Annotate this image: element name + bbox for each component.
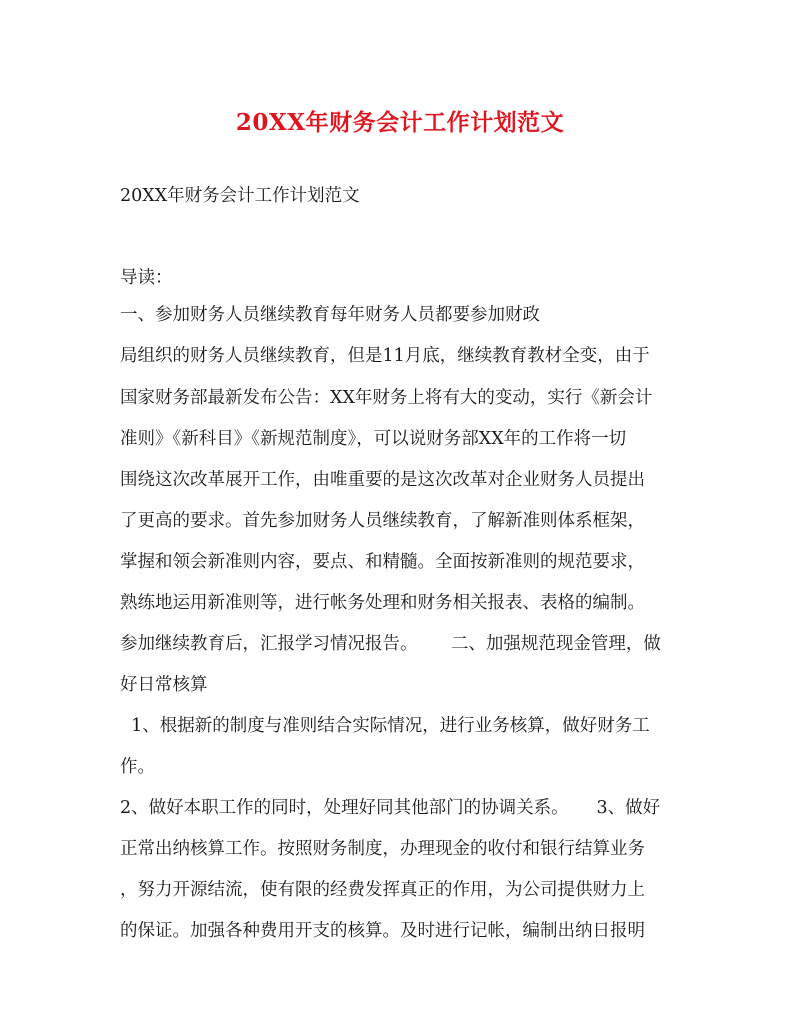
text-line: 熟练地运用新准则等，进行帐务处理和财务相关报表、表格的编制。 xyxy=(120,593,645,613)
text-line: 围绕这次改革展开工作，由唯重要的是这次改革对企业财务人员提出 xyxy=(120,470,645,490)
text-line: 1、根据新的制度与准则结合实际情况，进行业务核算，做好财务工 xyxy=(120,716,650,736)
text-line: ，努力开源结流，使有限的经费发挥真正的作用，为公司提供财力上 xyxy=(120,880,645,900)
text-line: 正常出纳核算工作。按照财务制度，办理现金的收付和银行结算业务 xyxy=(120,839,645,859)
text-line: 2、做好本职工作的同时，处理好同其他部门的协调关系。 3、做好 xyxy=(120,798,661,818)
text-line: 掌握和领会新准则内容，要点、和精髓。全面按新准则的规范要求， xyxy=(120,552,645,572)
document-title: 20XX年财务会计工作计划范文 xyxy=(235,109,565,136)
text-line: 好日常核算 xyxy=(120,675,208,695)
text-line: 参加继续教育后，汇报学习情况报告。 二、加强规范现金管理，做 xyxy=(120,634,661,654)
text-line: 了更高的要求。首先参加财务人员继续教育，了解新准则体系框架， xyxy=(120,511,645,531)
text-line: 一、参加财务人员继续教育每年财务人员都要参加财政 xyxy=(120,305,540,325)
text-line: 的保证。加强各种费用开支的核算。及时进行记帐，编制出纳日报明 xyxy=(120,921,645,941)
text-line: 作。 xyxy=(120,757,155,777)
document-subtitle: 20XX年财务会计工作计划范文 xyxy=(120,186,360,206)
text-line: 导读： xyxy=(120,268,173,288)
text-line: 局组织的财务人员继续教育，但是11月底，继续教育教材全变，由于 xyxy=(120,346,650,366)
text-line: 国家财务部最新发布公告：XX年财务上将有大的变动，实行《新会计 xyxy=(120,388,653,408)
text-line: 准则》《新科目》《新规范制度》，可以说财务部XX年的工作将一切 xyxy=(120,429,627,449)
